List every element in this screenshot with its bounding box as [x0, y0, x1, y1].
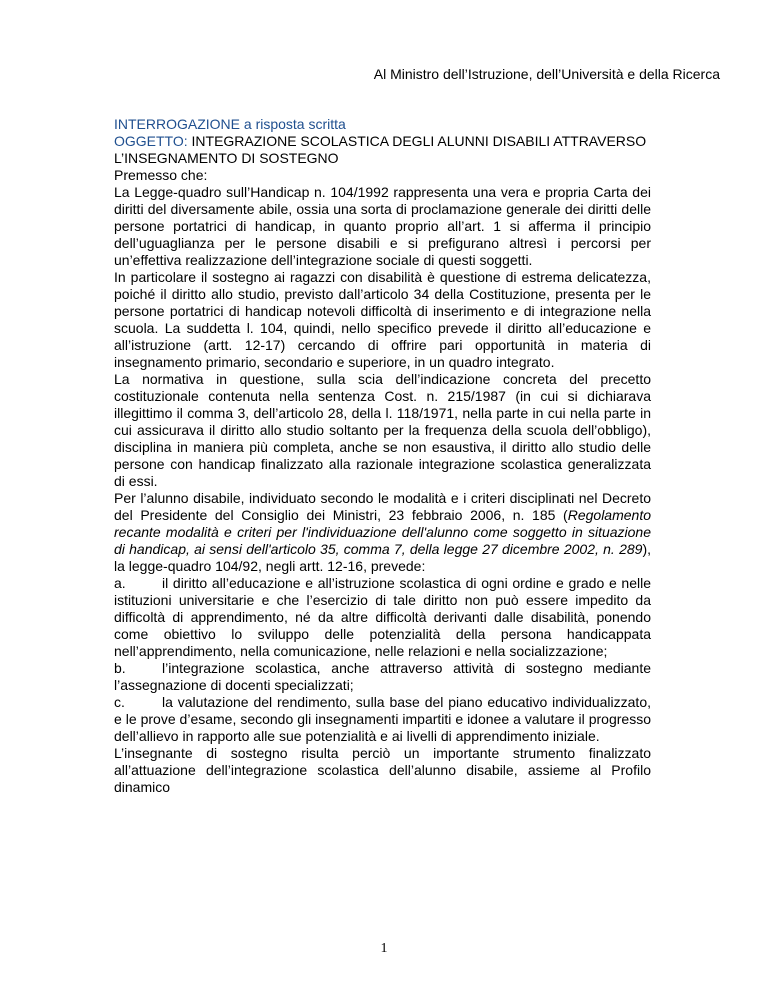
list-item	[114, 660, 651, 694]
interrogazione-heading: INTERROGAZIONE a risposta scritta	[114, 116, 346, 132]
paragraph-insegnante-sostegno: L’insegnante di sostegno risulta perciò un importante strumento finalizzato all’attuazione dell’integrazione scolastica dell’alunno disabile, assieme al Profilo dinamico	[114, 745, 651, 795]
list-item-letter: b.	[114, 660, 126, 676]
paragraph-alunno-disabile	[114, 490, 651, 575]
list-item-text: il diritto all’educazione e all’istruzione scolastica di ogni ordine e grado e nelle istituzioni universitarie e che l’esercizio di tale diritto non può essere impedito da difficoltà di apprendimento, né da altre difficoltà derivanti dalle disabilità, ponendo come obiettivo lo sviluppo delle potenzialità della persona handicappata nell’apprendimento, nella comunicazione, nelle relazioni e nella socializzazione;	[114, 575, 651, 659]
document-body	[114, 116, 651, 796]
paragraph-normativa: La normativa in questione, sulla scia dell’indicazione concreta del precetto costituzionale contenuta nella sentenza Cost. n. 215/1987 (in cui si dichiarava illegittimo il comma 3, dell’articolo 28, della l. 118/1971, nella parte in cui nella parte in cui assicurava il diritto allo studio soltanto per la frequenza della scuola dell’obbligo), disciplina in maniera più completa, anche se non esaustiva, il diritto allo studio delle persone con handicap finalizzato alla razionale integrazione scolastica generalizzata di essi.	[114, 371, 651, 489]
list-item	[114, 694, 651, 745]
addressee-line: Al Ministro dell’Istruzione, dell’Università e della Ricerca	[373, 66, 720, 82]
para4-italic-title: Regolamento recante modalità e criteri per l'individuazione dell'alunno come soggetto in situazione di handicap, ai sensi dell'articolo 35, comma 7, della legge 27 dicembre 2002, n. 289	[114, 507, 651, 557]
oggetto-text: INTEGRAZIONE SCOLASTICA DEGLI ALUNNI DISABILI ATTRAVERSO L’INSEGNAMENTO DI SOSTEGNO	[114, 133, 647, 166]
list-item-letter: c.	[114, 694, 125, 710]
premesso-line: Premesso che:	[114, 167, 208, 183]
para4-post: ), la legge-quadro 104/92, negli artt. 12-16, prevede:	[114, 541, 651, 574]
list-item-letter: a.	[114, 575, 126, 591]
paragraph-legge-quadro: La Legge-quadro sull’Handicap n. 104/1992 rappresenta una vera e propria Carta dei diritti del diversamente abile, ossia una sorta di proclamazione generale dei diritti delle persone portatrici di handicap, in quanto proprio all’art. 1 si afferma il principio dell’uguaglianza per le persone disabili e si prefigurano altresì i percorsi per un’effettiva realizzazione dell’integrazione sociale di questi soggetti.	[114, 184, 651, 268]
para4-pre: Per l’alunno disabile, individuato secondo le modalità e i criteri disciplinati nel Decreto del Presidente del Consiglio dei Ministri, 23 febbraio 2006, n. 185 (	[114, 490, 651, 523]
list-item-text: l’integrazione scolastica, anche attraverso attività di sostegno mediante l’assegnazione di docenti specializzati;	[114, 660, 651, 693]
paragraph-sostegno: In particolare il sostegno ai ragazzi con disabilità è questione di estrema delicatezza, poiché il diritto allo studio, previsto dall’articolo 34 della Costituzione, presenta per le persone portatrici di handicap notevoli difficoltà di inserimento e di integrazione nella scuola. La suddetta l. 104, quindi, nello specifico prevede il diritto all’educazione e all’istruzione (artt. 12-17) cercando di offrire pari opportunità in materia di insegnamento primario, secondario e superiore, in un quadro integrato.	[114, 269, 651, 370]
list-item-text: la valutazione del rendimento, sulla base del piano educativo individualizzato, e le prove d’esame, secondo gli insegnamenti impartiti e idonee a valutare il progresso dell’allievo in rapporto alle sue potenzialità e ai livelli di apprendimento iniziale.	[114, 694, 651, 744]
page-number: 1	[380, 941, 388, 956]
list-item	[114, 575, 651, 660]
oggetto-heading	[114, 133, 651, 167]
oggetto-label: OGGETTO:	[114, 133, 188, 149]
